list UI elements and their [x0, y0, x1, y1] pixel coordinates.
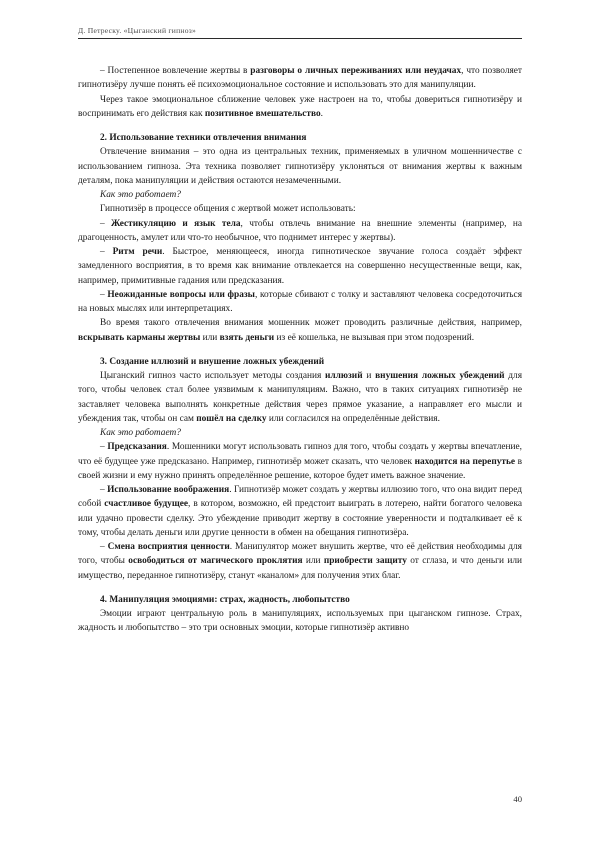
text-run: .: [320, 108, 323, 119]
text-run: от сглаза, и что деньги или имущество, переданное гипнотизёру, станут «каналом» для получения этих благ.: [78, 556, 522, 581]
body-paragraph: [78, 288, 522, 317]
emphasis-bold: освободиться от магического проклятия: [128, 556, 303, 567]
body-paragraph: [78, 245, 522, 288]
text-run: –: [100, 218, 111, 229]
text-run: . Быстрое, меняющееся, иногда гипнотическое звучание голоса создаёт эффект замедленного восприятия, в то время как внимание отвлекается на совершенно несущественные вещи, как, например, примитивные гадания или предсказания.: [78, 247, 522, 286]
emphasis-bold: взять деньги: [219, 332, 275, 343]
running-head-rule: [78, 38, 522, 39]
text-column: [78, 64, 522, 636]
section-spacer: [78, 121, 522, 131]
text-run: , что позволяет гипнотизёру лучше понять её психоэмоциональное состояние и использовать это для манипуляции.: [78, 66, 523, 91]
emphasis-bold: счастливое будущее: [104, 499, 189, 510]
body-paragraph: [78, 202, 522, 216]
text-run: или: [200, 332, 220, 343]
body-paragraph: [78, 369, 522, 426]
body-paragraph: [78, 145, 522, 188]
emphasis-bold: Использование воображения: [107, 485, 230, 495]
text-run: Отвлечение внимания – это одна из центральных техник, применяемых в уличном мошенничестве с использованием гипноза. Эта техника позволяет гипнотизёру уклоняться от внимания жертвы к важным деталям, пока манипуляции и действия остаются незамеченными.: [78, 147, 522, 186]
emphasis-bold: иллюзий: [325, 371, 363, 381]
body-paragraph: [78, 483, 522, 540]
running-head-text: Д. Петреску. «Цыганский гипноз»: [78, 26, 197, 35]
running-head: [78, 26, 522, 39]
emphasis-bold: внушения ложных убеждений: [375, 371, 505, 381]
text-run: –: [100, 289, 108, 300]
emphasis-bold: Предсказания: [107, 442, 167, 453]
text-run: , которые сбивают с толку и заставляют человека сосредоточиться на новых мыслях или интерпретациях.: [78, 289, 523, 314]
text-run: Цыганский гипноз часто использует методы создания: [100, 371, 326, 381]
text-run: –: [100, 485, 108, 495]
text-run: . Мошенники могут использовать гипноз для того, чтобы создать у жертвы впечатление, что её будущее уже предсказано. Например, гипнотизёр может сказать, что человек: [78, 442, 522, 467]
text-run: . Гипнотизёр может создать у жертвы иллюзию того, что она видит перед собой: [78, 485, 522, 510]
text-run: для того, чтобы человек стал более уязвимым к манипуляциям. Важно, что в таких ситуациях гипнотизёр не заставляет человека выполнять конкретные действия через прямое указание, а направляет его мысли и убеждения так, чтобы он сам: [78, 371, 522, 424]
text-run: –: [100, 247, 113, 257]
text-run: или согласился на определённые действия.: [266, 413, 440, 424]
text-run: Эмоции играют центральную роль в манипуляциях, используемых при цыганском гипнозе. Страх, жадность и любопытство – это три основных эмоции, которые гипнотизёр активно: [78, 609, 522, 634]
section-spacer: [78, 345, 522, 355]
text-run: , чтобы отвлечь внимание на внешние элементы (например, на драгоценность, амулет или что-то необычное, что поднимет интерес у жертвы).: [78, 218, 522, 243]
emphasis-bold: приобрести защиту: [323, 556, 407, 567]
emphasis-bold: Неожиданные вопросы или фразы: [107, 289, 255, 300]
emphasis-bold: пошёл на сделку: [196, 413, 267, 424]
inline-question: Как это работает?: [100, 190, 181, 200]
page-number: 40: [513, 794, 522, 804]
body-paragraph: [78, 440, 522, 483]
body-paragraph: [78, 316, 522, 345]
body-paragraph: [78, 217, 522, 246]
text-run: . Манипулятор может внушить жертве, что её действия необходимы для того, чтобы: [78, 542, 522, 567]
emphasis-bold: вскрывать карманы жертвы: [78, 332, 201, 343]
emphasis-bold: Ритм речи: [112, 247, 163, 257]
text-run: в своей жизни и ему нужно принять определённое решение, которое будет иметь важное значение.: [78, 456, 522, 481]
text-run: Гипнотизёр в процессе общения с жертвой может использовать:: [100, 204, 356, 215]
section-heading: 4. Манипуляция эмоциями: страх, жадность, любопытство: [100, 594, 350, 605]
text-run: и: [362, 371, 376, 381]
emphasis-bold: Жестикуляцию и язык тела: [111, 218, 241, 229]
text-run: или: [302, 556, 324, 567]
text-run: из её кошелька, не вызывая при этом подозрений.: [274, 332, 475, 343]
text-run: –: [100, 442, 108, 453]
emphasis-bold: позитивное вмешательство: [204, 108, 321, 119]
emphasis-bold: разговоры о личных переживаниях: [250, 66, 403, 76]
text-run: , в котором, возможно, ей предстоит выиграть в лотерею, найти богатого человека или удачно провести сделку. Это убеждение приводит жертву в состояние уверенности и подталкивает её к тому, чтобы делать деньги или другие ценности в обмен на обещания гипнотизёра.: [78, 499, 522, 538]
body-paragraph: [78, 607, 522, 636]
text-run: Во время такого отвлечения внимания мошенник может проводить различные действия, например,: [100, 318, 522, 329]
text-run: Через такое эмоциональное сближение человек уже настроен на то, чтобы довериться гипнотизёру и воспринимать его действия как: [78, 94, 522, 119]
inline-question: Как это работает?: [100, 428, 181, 438]
section-heading: 3. Создание иллюзий и внушение ложных убеждений: [100, 356, 325, 367]
body-paragraph: [78, 64, 522, 93]
emphasis-bold: Смена восприятия ценности: [107, 542, 230, 552]
body-paragraph: [78, 540, 522, 583]
section-heading: 2. Использование техники отвлечения внимания: [100, 133, 307, 143]
text-run: – Постепенное вовлечение жертвы в: [100, 66, 251, 76]
section-spacer: [78, 583, 522, 593]
body-paragraph: [78, 93, 522, 122]
emphasis-bold: или неудачах: [402, 66, 462, 76]
text-run: –: [100, 542, 108, 552]
emphasis-bold: находится на перепутье: [414, 456, 516, 467]
